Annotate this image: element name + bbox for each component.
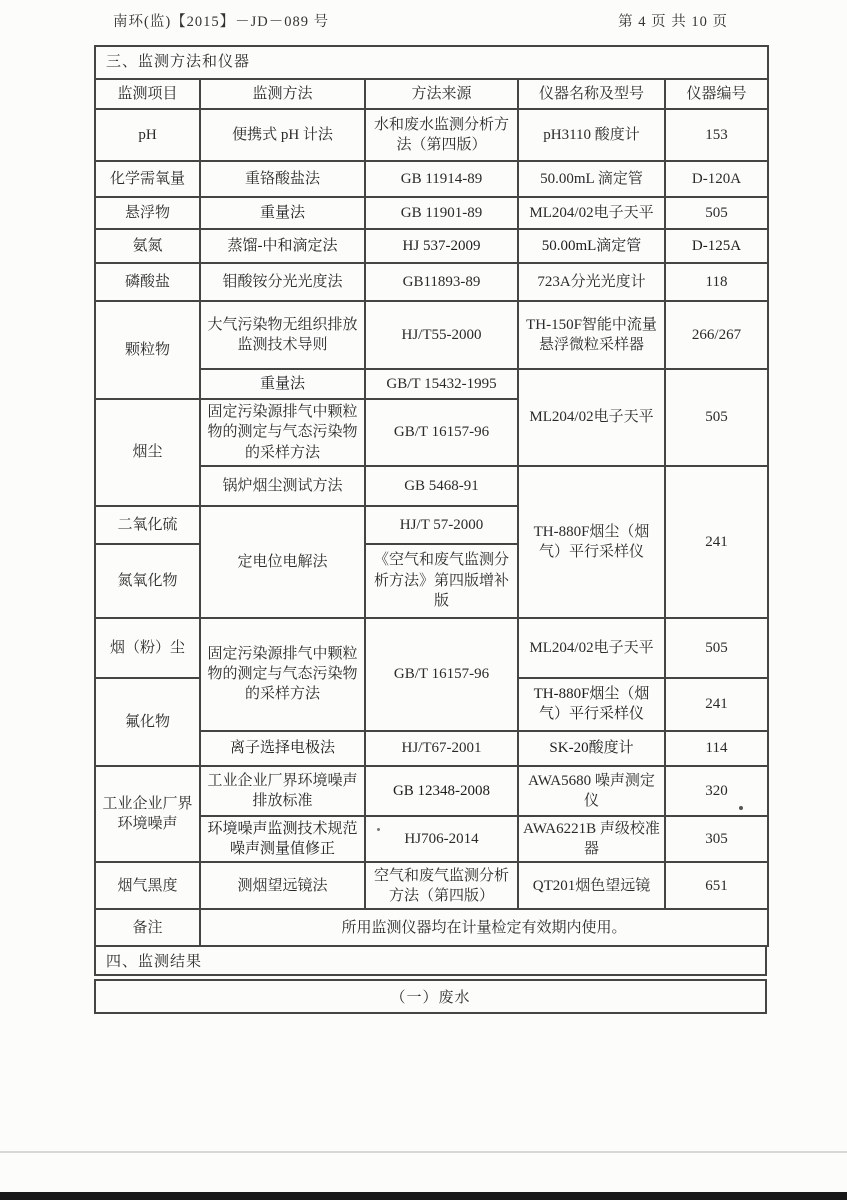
table-cell: 锅炉烟尘测试方法 <box>200 466 365 506</box>
remark-row <box>95 909 768 946</box>
table-row <box>95 161 768 197</box>
table-cell: TH-880F烟尘（烟气）平行采样仪 <box>518 678 665 731</box>
table-cell: 241 <box>665 466 768 618</box>
table-cell: 水和废水监测分析方法（第四版） <box>365 109 518 161</box>
table-row <box>95 229 768 263</box>
column-header: 仪器名称及型号 <box>518 79 665 109</box>
table-cell: 离子选择电极法 <box>200 731 365 766</box>
table-row <box>95 263 768 301</box>
page-number-info: 第 4 页 共 10 页 <box>618 14 728 30</box>
table-cell: D-125A <box>665 229 768 263</box>
table-cell: 空气和废气监测分析方法（第四版） <box>365 862 518 909</box>
table-cell: 烟（粉）尘 <box>95 618 200 678</box>
table-cell: 化学需氧量 <box>95 161 200 197</box>
table-cell: GB/T 16157-96 <box>365 399 518 466</box>
doc-number: 南环(监)【2015】－JD－089 号 <box>113 14 330 30</box>
table-cell: QT201烟色望远镜 <box>518 862 665 909</box>
table-cell: GB11893-89 <box>365 263 518 301</box>
table-cell: HJ/T55-2000 <box>365 301 518 369</box>
table-cell: 241 <box>665 678 768 731</box>
table-cell: 固定污染源排气中颗粒物的测定与气态污染物的采样方法 <box>200 399 365 466</box>
table-cell: 二氧化硫 <box>95 506 200 544</box>
table-cell: 114 <box>665 731 768 766</box>
table-cell: AWA5680 噪声测定仪 <box>518 766 665 816</box>
table-cell: 50.00mL 滴定管 <box>518 161 665 197</box>
table-cell: 重铬酸盐法 <box>200 161 365 197</box>
table-cell: 505 <box>665 369 768 466</box>
table-cell: TH-880F烟尘（烟气）平行采样仪 <box>518 466 665 618</box>
column-header: 监测方法 <box>200 79 365 109</box>
scan-edge-bar <box>0 1192 847 1200</box>
table-cell: 153 <box>665 109 768 161</box>
table-cell: 重量法 <box>200 369 365 399</box>
table-cell: 氟化物 <box>95 678 200 766</box>
table-cell: 悬浮物 <box>95 197 200 229</box>
table-cell: 大气污染物无组织排放监测技术导则 <box>200 301 365 369</box>
table-cell: ML204/02电子天平 <box>518 197 665 229</box>
table-cell: 烟尘 <box>95 399 200 506</box>
table-cell: 重量法 <box>200 197 365 229</box>
table-cell: 定电位电解法 <box>200 506 365 618</box>
table-row <box>95 618 768 678</box>
table-cell: 50.00mL滴定管 <box>518 229 665 263</box>
section4-title-box <box>94 945 767 976</box>
main-table <box>94 45 769 947</box>
table-cell: 266/267 <box>665 301 768 369</box>
table-cell: ML204/02电子天平 <box>518 618 665 678</box>
remark-text: 所用监测仪器均在计量检定有效期内使用。 <box>200 909 768 946</box>
table-cell: 烟气黑度 <box>95 862 200 909</box>
table-row <box>95 109 768 161</box>
table-cell: D-120A <box>665 161 768 197</box>
table-cell: HJ 537-2009 <box>365 229 518 263</box>
table-row <box>95 766 768 816</box>
table-cell: HJ/T 57-2000 <box>365 506 518 544</box>
scan-fold-line <box>0 1151 847 1153</box>
table-row <box>95 197 768 229</box>
table-row <box>95 862 768 909</box>
table-cell: AWA6221B 声级校准器 <box>518 816 665 863</box>
table-cell: HJ706-2014 <box>365 816 518 863</box>
table-cell: 蒸馏-中和滴定法 <box>200 229 365 263</box>
table-cell: 颗粒物 <box>95 301 200 399</box>
section-title-row <box>95 46 768 79</box>
section3-title: 三、监测方法和仪器 <box>95 46 768 79</box>
table-cell: 505 <box>665 197 768 229</box>
table-cell: HJ/T67-2001 <box>365 731 518 766</box>
table-cell: 320 <box>665 766 768 816</box>
table-cell: 固定污染源排气中颗粒物的测定与气态污染物的采样方法 <box>200 618 365 731</box>
ink-speck <box>739 806 743 810</box>
table-cell: 便携式 pH 计法 <box>200 109 365 161</box>
table-cell: GB 11914-89 <box>365 161 518 197</box>
table-cell: SK-20酸度计 <box>518 731 665 766</box>
table-cell: 118 <box>665 263 768 301</box>
table-cell: 723A分光光度计 <box>518 263 665 301</box>
table-cell: 氨氮 <box>95 229 200 263</box>
table-cell: 305 <box>665 816 768 863</box>
ink-speck <box>377 828 380 831</box>
table-cell: pH <box>95 109 200 161</box>
column-header: 监测项目 <box>95 79 200 109</box>
table-cell: 测烟望远镜法 <box>200 862 365 909</box>
subsection-title: （一）废水 <box>390 990 471 1006</box>
page-header <box>113 10 728 31</box>
table-cell: pH3110 酸度计 <box>518 109 665 161</box>
table-cell: 环境噪声监测技术规范噪声测量值修正 <box>200 816 365 863</box>
table-cell: TH-150F智能中流量悬浮微粒采样器 <box>518 301 665 369</box>
table-cell: 工业企业厂界环境噪声排放标准 <box>200 766 365 816</box>
section4-title: 四、监测结果 <box>106 954 203 970</box>
column-header: 方法来源 <box>365 79 518 109</box>
table-cell: 505 <box>665 618 768 678</box>
table-cell: GB 12348-2008 <box>365 766 518 816</box>
table-cell: 钼酸铵分光光度法 <box>200 263 365 301</box>
table-cell: GB 11901-89 <box>365 197 518 229</box>
table-cell: 磷酸盐 <box>95 263 200 301</box>
column-header: 仪器编号 <box>665 79 768 109</box>
table-cell: 氮氧化物 <box>95 544 200 618</box>
table-cell: 工业企业厂界环境噪声 <box>95 766 200 863</box>
subsection-title-box <box>94 979 767 1014</box>
table-cell: GB/T 16157-96 <box>365 618 518 731</box>
table-header-row <box>95 79 768 109</box>
table-cell: 651 <box>665 862 768 909</box>
table-cell: ML204/02电子天平 <box>518 369 665 466</box>
table-cell: GB/T 15432-1995 <box>365 369 518 399</box>
remark-label: 备注 <box>95 909 200 946</box>
table-cell: 《空气和废气监测分析方法》第四版增补版 <box>365 544 518 618</box>
table-row <box>95 301 768 369</box>
table-cell: GB 5468-91 <box>365 466 518 506</box>
